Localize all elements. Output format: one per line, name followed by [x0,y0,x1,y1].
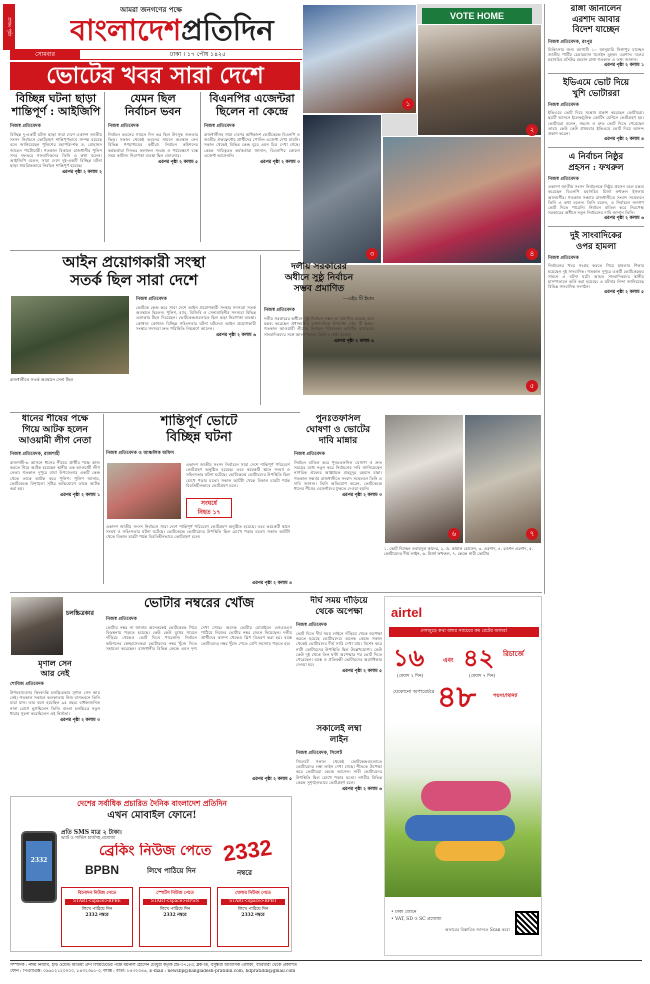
footer-line-1: সম্পাদক : নঈম নিজাম, ইস্ট ওয়েস্ট মিডিয়া গ্রুপ লিমিটেডের পক্ষে ময়নাল হোসেন চৌধুরী কর্তৃক প্লট-৩৭১/এ, ব্লক-ডি, বসুন্ধরা আবাসিক এলাকা, বারিধারা থেকে প্রকাশিত [10,963,298,968]
airtel-qr-text: অফারের বিস্তারিত জানতে Scan করো [445,927,510,932]
footer-line-2: ফোন : পিএবিএক্স: ০৯৬১২১২০০০০, ৮৪৩২৩৬১-৩, ফ্যাক্স : বার্তা: ৮৪৩২৩৪৬, E-mail : newsbp@bangladesh-pratidin.com, bdpratidin@gmail.com [10,969,296,974]
story-2-more[interactable]: এরপর পৃষ্ঠা ২ কলাম ৫ [157,160,198,166]
story-9-more[interactable]: এরপর পৃষ্ঠা ২ কলাম ৫ [251,777,292,782]
story-8-headline-line1: পুনঃতফসিল [315,414,361,424]
promo-line-1: দেশের সর্বাধিক প্রচারিত দৈনিক বাংলাদেশ প্রতিদিন [77,799,227,808]
story-9-byline: নিজস্ব প্রতিবেদক [106,617,137,622]
right-s1-headline-line1: রাঙ্গা জানালেন [570,4,622,14]
story-4-text [136,295,256,407]
story-7-inset-line2: নিহত ১৭ [197,509,221,516]
story-10-more[interactable]: এরপর পৃষ্ঠা ২ কলাম ৩ [59,718,100,724]
promo-box-3[interactable] [217,887,289,947]
photo-num-7: ৭ [526,528,538,540]
story-11-headline-line1: দীর্ঘ সময় দাঁড়িয়ে [310,596,368,606]
photo-6 [384,414,464,544]
airtel-foot-2: • VAT, SD ও SC প্রযোজ্য [391,917,442,922]
airtel-tagline: দেশজুড়ে কথা বলার সবচেয়ে কম রেটের অফার! [389,627,539,637]
photo-num-1: ১ [402,98,414,110]
promo-box-3-to: লিখে পাঠিয়ে দিন [237,907,269,912]
story-2-headline-line2: নির্বাচন ভবন [124,105,182,118]
story-3-more[interactable]: এরপর পৃষ্ঠা ২ কলাম ৩ [259,160,300,166]
photo-3 [302,114,382,264]
story-11-headline [296,596,382,618]
phone-screen: 2332 [26,841,52,881]
photo-num-6: ৬ [448,528,460,540]
story-3-byline: নিজস্ব প্রতিবেদক [204,124,235,129]
right-s3-headline-line2: প্রহসন : ফখরুল [568,162,624,173]
story-11-headline-line2: থেকে অপেক্ষা [315,607,363,617]
story-4-more[interactable]: এরপর পৃষ্ঠা ২ কলাম ৬ [215,333,256,339]
qr-code-icon[interactable] [515,911,539,935]
right-s4-more[interactable]: এরপর পৃষ্ঠা ২ কলাম ৫ [603,290,644,296]
story-7-inset [186,498,232,518]
right-s1-headline-line3: বিদেশ যাচ্ছেন [572,25,620,35]
story-9-body: ভোটার নম্বর না জানায় অনেককেই ভোটকেন্দ্রে গিয়ে বিড়ম্বনায় পড়তে হয়েছে। কেউ কেউ বুথের সামনে দাঁড়িয়ে থেকেও ভোট দিতে পারেননি। নির্বাচন কমিশনের স্বেচ্ছাসেবকরা ভোটারদের নম্বর খুঁজে দিতে সহায়তা করেছেন। রাজধানীর বিভিন্ন কেন্দ্রে এমন দৃশ্য দেখা গেছে। অনেক ভোটার মোবাইলে এসএমএস পাঠিয়ে নিজের ভোটার নম্বর জেনে নিয়েছেন। দলীয় প্রার্থীদের ক্যাম্প থেকেও স্লিপ বিতরণ করা হয়। বয়স্ক ভোটারদের নম্বর খুঁজে পেতে বেশি সমস্যায় পড়তে হয়। [106,625,292,651]
story-3-headline-line1: বিএনপির এজেন্টরা [209,92,295,105]
day-label: সোমবার [10,50,80,59]
story-8 [294,414,382,590]
promo-box-2-num: 2332 নম্বরে [163,913,187,918]
story-1 [10,92,102,252]
story-7-more[interactable]: এরপর পৃষ্ঠা ২ কলাম ৪ [251,581,292,586]
story-10-headline-2 [10,658,100,678]
story-10-photo [10,596,64,656]
promo-box[interactable] [10,796,292,952]
promo-box-1[interactable] [61,887,133,947]
right-s3-more[interactable]: এরপর পৃষ্ঠা ২ কলাম ৬ [603,216,644,222]
story-2 [108,92,198,252]
story-12-headline-line1: সকালেই লম্বা [316,724,362,734]
story-5-body: দলীয় সরকারের অধীনে সুষ্ঠু নির্বাচন সম্ভব তা প্রমাণিত হয়েছে বলে মন্তব্য করেছেন প্রধানমন্ত্রীর রাজনৈতিক উপদেষ্টা এইচ টি ইমাম। গতকাল আওয়ামী লীগের নির্বাচন পরিচালনা কমিটির কার্যালয়ে সাংবাদিকদের সঙ্গে আলাপকালে তিনি এ কথা বলেন। [264,316,374,337]
promo-send: লিখে পাঠিয়ে দিন [147,866,196,875]
right-s3-body: একাদশ জাতীয় সংসদ নির্বাচনকে নিষ্ঠুর প্রহসন বলে মন্তব্য করেছেন বিএনপি মহাসচিব মির্জা ফখরুল ইসলাম আলমগীর। গতকাল সন্ধ্যায় রাজধানীতে সংবাদ সম্মেলনে তিনি এ কথা বলেন। তিনি বলেন, এ নির্বাচনে জনগণ ভোট দিতে পারেনি। নির্বাচন বাতিল করে নিরপেক্ষ সরকারের অধীনে নতুন নির্বাচনের দাবি জানান তিনি। [548,184,644,216]
promo-big: ব্রেকিং নিউজ পেতে [99,843,212,859]
story-5 [264,262,374,412]
right-s4-headline [548,231,644,252]
promo-box-2-to: লিখে পাঠিয়ে দিন [159,907,191,912]
story-4-body: ভোটকে কেন্দ্র করে সারা দেশে আইন প্রয়োগকারী সংস্থার সদস্যরা সতর্ক অবস্থানে ছিলেন। পুলিশ, র‍্যাব, বিজিবি ও সেনাবাহিনীর সদস্যরা বিভিন্ন এলাকায় টহল দিয়েছেন। ভোটকেন্দ্রগুলোতে ছিল কড়া নিরাপত্তা ব্যবস্থা। কোথাও কোথাও বিচ্ছিন্ন সহিংসতার ঘটনা ঘটলেও আইন প্রয়োগকারী সংস্থার সদস্যরা দ্রুত পরিস্থিতি নিয়ন্ত্রণে আনেন। [136,305,256,331]
story-4-photo [10,295,130,375]
story-1-headline-line1: বিচ্ছিন্ন ঘটনা ছাড়া [15,92,97,105]
story-12-headline [296,724,382,746]
story-6 [10,414,100,594]
photo-2 [417,24,542,136]
right-s4-headline-line1: দুই সাংবাদিকের [570,231,622,242]
story-6-more[interactable]: এরপর পৃষ্ঠা ২ কলাম ১ [59,493,100,499]
right-s3-headline [548,152,644,173]
photo-num-2: ২ [526,124,538,136]
story-10-headline-line1: চলচ্চিত্রকার [66,610,94,617]
logo-part1: বাংলাদেশ [70,13,182,47]
right-s3-byline: নিজস্ব প্রতিবেদক [548,177,579,183]
story-8-more[interactable]: এরপর পৃষ্ঠা ২ কলাম ৩ [341,493,382,499]
right-s4-byline: নিজস্ব প্রতিবেদক [548,256,579,262]
promo-sms-sub: ভ্যাট ও সার্ভিস চার্জসহ প্রযোজ্য [61,836,116,841]
story-1-headline-line2: শান্তিপূর্ণ : আইজিপি [11,105,101,118]
airtel-price-2-label: রিচার্জে [503,649,524,658]
promo-to: নম্বরে [237,868,252,877]
promo-box-3-code: START<space>BPBT [221,899,285,905]
right-s2-body: ইভিএমে ভোট দিয়ে সন্তোষ প্রকাশ করেছেন ভোটাররা। ছয়টি আসনে ইলেকট্রনিক ভোটিং মেশিনে ভোটগ্রহণ হয়। ভোটাররা বলেন, সহজে ও দ্রুত ভোট দিতে পেরেছেন তারা। কেউ কেউ প্রথমবার ইভিএমে ভোট দিয়ে আনন্দ প্রকাশ করেন। [548,110,644,136]
story-10-byline: শোবিজ প্রতিবেদক [10,682,44,687]
promo-sms: প্রতি SMS মাত্র ২ টাকা। [61,829,122,836]
promo-box-3-num: 2332 নম্বরে [241,913,265,918]
story-12 [296,724,382,848]
story-6-headline-line1: ধানের শীষের পক্ষে [21,414,89,424]
story-12-byline: নিজস্ব প্রতিবেদক, সিলেট [296,751,343,756]
right-s2-byline: নিজস্ব প্রতিবেদক [548,103,579,109]
story-4-headline-line2: সতর্ক ছিল সারা দেশে [70,271,198,289]
story-5-quote-attrib: —এইচ টি ইমাম [342,296,374,302]
airtel-image [385,721,542,897]
right-s2-headline-line1: ইভিএমে ভোট দিয়ে [563,78,629,89]
promo-code: BPBN [85,863,120,877]
airtel-min-label: যেকোনো অপারেটরে [393,689,435,695]
story-6-body: রাজশাহী-৬ আসনে ধানের শীষের প্রার্থীর পক্ষে কাজ করতে গিয়ে আটক হয়েছেন স্থানীয় এক আওয়ামী লীগ নেতা। গতকাল দুপুরে বাঘা উপজেলার একটি কেন্দ্র থেকে তাকে আটক করে পুলিশ। পুলিশ জানায়, ভোটকেন্দ্রে বিশৃঙ্খলা সৃষ্টির অভিযোগে তাকে আটক করা হয়। [10,460,100,492]
story-3-headline-line2: ছিলেন না কেন্দ্রে [216,105,288,118]
story-5-headline-line3: সম্ভব প্রমাণিত [293,284,345,294]
right-s1-more[interactable]: এরপর পৃষ্ঠা ২ কলাম ১ [603,63,644,69]
story-1-body: বিচ্ছিন্ন দু-একটি ঘটনা ছাড়া সারা দেশে একাদশ জাতীয় সংসদ নির্বাচনে ভোটগ্রহণ শান্তিপূর্ণভাবে সম্পন্ন হয়েছে বলে জানিয়েছেন পুলিশের মহাপরিদর্শক ড. মোহাম্মদ জাভেদ পাটোয়ারী। গতকাল বিকালে রাজধানীর পুলিশ সদর দফতরে সাংবাদিকদের তিনি এ কথা বলেন। আইজিপি বলেন, সারা দেশে দুই-একটি বিচ্ছিন্ন ঘটনা ছাড়া সামগ্রিকভাবে নির্বাচন শান্তিপূর্ণ হয়েছে। [10,132,102,169]
story-8-byline: নিজস্ব প্রতিবেদক [294,452,325,457]
right-s1-body: চিকিৎসার জন্য আগামী ১০ জানুয়ারি সিঙ্গাপুর যাচ্ছেন জাতীয় পার্টির চেয়ারম্যান হুসেইন মুহম্মদ এরশাদ। দলের মহাসচিব মসিউর রহমান রাঙ্গা গতকাল এ তথ্য জানান। [548,46,644,62]
story-5-headline-line1: দলীয় সরকারের [291,262,347,272]
story-8-headline-line2: ঘোষণা ও ভোটের [305,425,371,435]
airtel-and: এবং [443,657,454,664]
story-1-headline [10,92,102,118]
story-7-body: একাদশ জাতীয় সংসদ নির্বাচনে সারা দেশে শান্তিপূর্ণ পরিবেশে ভোটগ্রহণ অনুষ্ঠিত হয়েছে। তবে কয়েকটি স্থানে সংঘর্ষ ও সহিংসতার ঘটনা ঘটেছে। ভোটকেন্দ্রে ভোটারদের উপস্থিতি ছিল চোখে পড়ার মতো। সকাল আটটা থেকে বিকাল চারটা পর্যন্ত বিরতিহীনভাবে ভোটগ্রহণ চলে। [186,462,290,488]
story-4-byline: নিজস্ব প্রতিবেদক [136,297,167,302]
promo-box-1-code: START<space>BPBE [65,899,129,905]
story-7-body-2: একাদশ জাতীয় সংসদ নির্বাচনে সারা দেশে শান্তিপূর্ণ পরিবেশে ভোটগ্রহণ অনুষ্ঠিত হয়েছে। তবে কয়েকটি স্থানে সংঘর্ষ ও সহিংসতার ঘটনা ঘটেছে। ভোটকেন্দ্রে ভোটারদের উপস্থিতি ছিল চোখে পড়ার মতো। সকাল আটটা থেকে বিকাল চারটা পর্যন্ত বিরতিহীনভাবে ভোটগ্রহণ চলে। [106,524,290,540]
airtel-foot-1: • ঢাকা জোনে [391,910,417,915]
promo-box-2-code: START<space>BPSN [143,899,207,905]
story-8-headline-line3: দাবি মান্নার [318,436,358,446]
airtel-logo: airtel [391,605,423,620]
story-11 [296,596,382,720]
airtel-price-3-unit: পয়সা/মিনিট [493,693,518,699]
photo-1 [302,4,417,114]
phone-icon [21,831,57,903]
right-s1-byline: নিজস্ব প্রতিবেদক, রংপুর [548,39,593,45]
story-5-headline-line2: অধীনে সুষ্ঠু নির্বাচন [284,273,354,283]
story-7-byline: নিজস্ব প্রতিবেদক ও আঞ্চলিক অফিস [106,451,174,456]
promo-box-1-num: 2332 নম্বরে [85,913,109,918]
story-11-body: ভোট দিতে দীর্ঘ সময় লাইনে দাঁড়িয়ে থেকে অপেক্ষা করতে হয়েছে ভোটারদের। অনেক কেন্দ্রে সকাল থেকেই ভোটারদের দীর্ঘ সারি দেখা যায়। বিশেষ করে নারী ভোটারদের উপস্থিতি ছিল উল্লেখযোগ্য। কেউ কেউ দুই থেকে তিন ঘণ্টা অপেক্ষার পর ভোট দিতে পেরেছেন। বয়স্ক ও প্রতিবন্ধী ভোটারদের অগ্রাধিকার দেওয়া হয়। [296,631,382,668]
story-2-body: নির্বাচন ভবনের সামনে দিন ভর ছিল উৎসুক জনতার ভিড়। সকাল থেকেই ভবনের সামনে অবস্থান নেন বিভিন্ন গণমাধ্যমের কর্মীরা। নির্বাচন কমিশনের কর্মকর্তারা দিনভর ফলাফল সংগ্রহ ও পর্যবেক্ষণে ব্যস্ত সময় কাটান। নিরাপত্তা ব্যবস্থা ছিল জোরদার। [108,132,198,158]
story-4-photo-caption: রাজধানীতে সতর্ক অবস্থানে সেনা টহল [10,377,74,382]
photo-group [384,414,542,544]
story-3-body: রাজধানীসহ সারা দেশের অধিকাংশ ভোটকেন্দ্রে বিএনপি ও জাতীয় ঐক্যফ্রন্টের প্রার্থীদের পোলিং এজেন্ট দেখা যায়নি। সকাল থেকেই বিভিন্ন কেন্দ্র ঘুরে এমন চিত্র দেখা গেছে। কেন্দ্রে দায়িত্বরত কর্মকর্তারা জানান, বিএনপির কোনো এজেন্ট আসেননি। [204,132,300,158]
story-5-headline [264,262,374,295]
story-6-headline-line3: আওয়ামী লীগ নেতা [18,436,92,446]
story-12-headline-line2: লাইন [329,735,349,745]
photo-num-5: ৫ [526,380,538,392]
promo-line-2: এখন মোবাইল ফোনে! [107,810,197,821]
airtel-price-2-sub: (মেয়াদ ৭ দিন) [469,674,496,679]
story-2-byline: নিজস্ব প্রতিবেদক [108,124,139,129]
story-1-byline: নিজস্ব প্রতিবেদক [10,124,41,129]
story-11-byline: নিজস্ব প্রতিবেদক [296,623,327,628]
masthead-slogan: আমরা জনগণের পক্ষে [120,5,182,14]
story-7-headline-line1: শান্তিপূর্ণ ভোটে [160,414,238,429]
right-s3-headline-line1: এ নির্বাচন নিষ্ঠুর [568,152,624,163]
story-12-more[interactable]: এরপর পৃষ্ঠা ২ কলাম ৬ [341,787,382,793]
story-3 [204,92,300,252]
story-10-headline-line2: মৃণাল সেন [38,658,72,668]
story-4 [10,253,258,410]
photo-num-4: ৪ [526,248,538,260]
story-7-inset-line1: সংঘর্ষে [201,500,217,507]
banner-headline: ভোটের খবর সারা দেশে [10,62,300,90]
story-6-headline-line2: গিয়ে আটক হলেন [22,425,88,435]
photo-4 [382,136,542,264]
airtel-price-3: ৪৮ [437,681,476,715]
side-label [3,4,15,50]
right-column [548,4,644,594]
story-7-headline [106,414,292,446]
right-s4-headline-line2: ওপর হামলা [575,241,617,252]
right-s2-headline [548,78,644,99]
promo-box-1-title: বিনোদন নিউজ পেতে [77,891,117,896]
story-4-headline-line1: আইন প্রয়োগকারী সংস্থা [62,253,206,271]
right-s1-headline-line2: এরশাদ আবার [572,14,620,25]
promo-number: 2332 [221,834,274,867]
story-7 [106,414,292,590]
story-6-byline: নিজস্ব প্রতিবেদক, রাজশাহী [10,452,60,457]
right-s2-more[interactable]: এরপর পৃষ্ঠা ২ কলাম ৪ [603,137,644,143]
dateline: ঢাকা । ১৭ পৌষ ১৪২৫ [170,51,226,58]
promo-box-2[interactable] [139,887,211,947]
airtel-price-1: ১৬ [393,643,425,672]
photo-num-3: ৩ [366,248,378,260]
story-10 [10,596,100,792]
story-3-headline [204,92,300,118]
promo-box-3-title: খেলার নিউজ পেতে [235,891,271,896]
right-s1-headline [548,4,644,36]
story-10-headline [66,610,100,618]
footer [10,960,642,980]
story-5-more[interactable]: এরপর পৃষ্ঠা ২ কলাম ৪ [333,338,374,344]
airtel-price-2: ৪২ [463,643,495,672]
story-1-more[interactable]: এরপর পৃষ্ঠা ২ কলাম ২ [61,170,102,176]
story-7-photo [106,462,182,520]
promo-box-2-title: স্পোর্টস নিউজ পেতে [156,891,194,896]
story-7-headline-line2: বিচ্ছিন্ন ঘটনা [166,430,232,445]
airtel-ad[interactable] [384,596,542,956]
story-9-headline: ভোটার নম্বরের খোঁজ [144,596,254,611]
photo-banner: VOTE HOME [422,8,532,24]
side-label-text: প্রথম পৃষ্ঠা [6,17,12,37]
photo-7 [464,414,542,544]
airtel-price-1-sub: (মেয়াদ ২ দিন) [397,674,424,679]
right-s4-body: নির্বাচনের খবর সংগ্রহ করতে গিয়ে হামলার শিকার হয়েছেন দুই সাংবাদিক। গতকাল দুপুরে একটি ভোটকেন্দ্রের সামনে এ ঘটনা ঘটে। আহত সাংবাদিকদের স্থানীয় হাসপাতালে ভর্তি করা হয়েছে। এ ঘটনার নিন্দা জানিয়েছে বিভিন্ন সাংবাদিক সংগঠন। [548,263,644,290]
story-5-byline: নিজস্ব প্রতিবেদক [264,308,295,313]
story-4-headline [10,253,258,289]
right-s2-headline-line2: খুশি ভোটাররা [572,88,620,99]
story-10-headline-line3: আর নেই [40,668,70,678]
promo-box-1-to: লিখে পাঠিয়ে দিন [81,907,113,912]
logo-part2: প্রতিদিন [181,13,274,47]
story-11-more[interactable]: এরপর পৃষ্ঠা ২ কলাম ৫ [341,669,382,675]
story-12-body: সিলেটে সকাল থেকেই ভোটকেন্দ্রগুলোতে ভোটারদের লম্বা লাইন দেখা গেছে। শীতকে উপেক্ষা করে ভোটাররা কেন্দ্রে আসেন। নারী ভোটারদের উপস্থিতি ছিল চোখে পড়ার মতো। নগরীর বিভিন্ন কেন্দ্রে সুশৃঙ্খলভাবে ভোটগ্রহণ চলে। [296,759,382,785]
story-10-body: উপমহাদেশের কিংবদন্তি চলচ্চিত্রকার মৃণাল সেন আর নেই। গতকাল সকালে কলকাতায় নিজ বাসভবনে তিনি মারা যান। তার বয়স হয়েছিল ৯৫ বছর। বার্ধক্যজনিত নানা রোগে ভুগছিলেন তিনি। বাংলা চলচ্চিত্রে নতুন ধারার সূচনা করেছিলেন এই নির্মাতা। [10,690,100,716]
story-6-headline [10,414,100,447]
story-2-headline-line1: যেমন ছিল [130,92,176,105]
story-2-headline [108,92,198,118]
photo-main-caption: ১. ভোট দিচ্ছেন ওবায়দুল কাদের, ২. ড. কামাল হোসেন, ৩. এরশাদ, ৪. রওশন এরশাদ, ৫. ভোটারদের দীর্ঘ লাইন, ৬. মির্জা ফখরুল, ৭. কেন্দ্রে নারী ভোটার [384,546,534,556]
story-9 [106,596,292,792]
story-8-body: নির্বাচন বাতিল করে পুনঃতফসিল ঘোষণা ও দ্রুত সময়ের মধ্যে নতুন করে নির্বাচনের দাবি জানিয়েছেন নাগরিক ঐক্যের আহ্বায়ক মাহমুদুর রহমান মান্না। গতকাল সন্ধ্যায় রাজধানীতে সংবাদ সম্মেলনে তিনি এ দাবি জানান। তিনি অভিযোগ করেন, ভোটকেন্দ্রে ধানের শীষের এজেন্টদের ঢুকতে দেওয়া হয়নি। [294,460,382,492]
story-8-headline [294,414,382,447]
